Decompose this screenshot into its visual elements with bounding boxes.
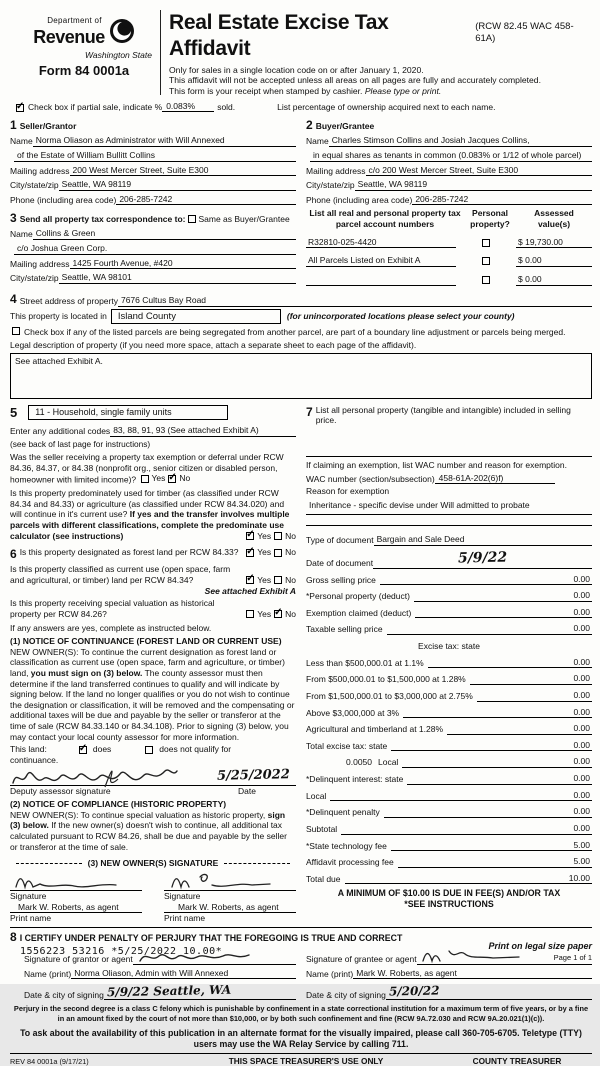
tax-line-label: From $1,500,000.01 to $3,000,000 at 2.75% xyxy=(306,690,473,701)
tax-line-value[interactable]: 0.00 xyxy=(540,690,592,702)
section-6: 6 Is this property designated as forest land per RCW 84.33? ✓ Yes No Is this property classified as current use (open space, farm and agricultural, or timber) land per RCW 84.34? ✓ Yes No See attached Exhibit A Is this property receiving special valuation as historical property per RCW 84.26? Yes ✓ No If any answers are yes, complete as instructed below. (1) NOTICE OF CONTINUANCE (FOREST LAND OR CURRENT USE) NEW OWNER(S): To continue the current designation as forest land or classification as current use (open space, farm and agriculture, or timber) land, you must sign on (3) below. The county assessor must then determine if the land transferred continues to qualify and will indicate by signing below. If the land no longer qualifies or you do not wish to continue the designation or classification, it will be removed and the compensating or additional taxes will be due and payable by the seller or transferor at the time of sale (RCW 84.33.140 or 84.34.108). Prior to signing (3) below, you may contact your local county assessor for more information. This land: ✓ does does not qualify for continuance. 5/25/2022 Deputy assessor signature Date (2) NOTICE OF COMPLIANCE (HISTORIC PROPERTY) NEW OWNER(S): To continue special valuation as historic property, sign (3) below. If the new owner(s) doesn't wish to continue, all additional tax calculated pursuant to RCW 84.26, shall be due and payable by the seller or transferor at the time of sale. (3) NEW OWNER(S) SIGNATURE Signature Mark W. Roberts, as agent Print name Signature Mark W. Roberts, as agent Print name xyxy=(10,547,296,924)
tax-line-label: *Delinquent interest: state xyxy=(306,774,404,785)
tax-line-value[interactable]: 0.00 xyxy=(540,756,592,768)
continuance-label: continuance. xyxy=(10,754,59,765)
s6q1-no-checkbox[interactable] xyxy=(274,549,282,557)
tax-line-value[interactable]: 0.00 xyxy=(540,657,592,669)
corr-csz-label: City/state/zip xyxy=(10,273,59,284)
county-treasurer-label: COUNTY TREASURER xyxy=(472,1055,562,1066)
grantee-name-print-label: Name (print) xyxy=(306,968,354,979)
tax-line-label: Exemption claimed (deduct) xyxy=(306,607,412,618)
partial-sale-label: Check box if partial sale, indicate % xyxy=(28,101,163,112)
assessed-value-field[interactable]: $ 19,730.00 xyxy=(516,237,592,249)
owner1-printed-name: Mark W. Roberts, as agent xyxy=(18,901,119,912)
tax-line-label: Local xyxy=(378,757,399,768)
tax-row xyxy=(306,590,592,602)
tax-row xyxy=(306,773,592,785)
partial-sale-suffix: sold. xyxy=(217,101,236,112)
tax-row xyxy=(306,740,592,752)
does-not-label: does not qualify for xyxy=(159,744,232,755)
corr-mailing-field[interactable]: 1425 Fourth Avenue, #420 xyxy=(70,258,296,270)
see-exhibit-note: See attached Exhibit A xyxy=(204,585,296,596)
seller-mailing-field[interactable]: 200 West Mercer Street, Suite E300 xyxy=(70,165,296,177)
leader-line xyxy=(391,750,540,751)
s5q2-no-checkbox[interactable] xyxy=(274,532,282,540)
buyer-name2-field[interactable]: in equal shares as tenants in common (0.083% or 1/12 of whole parcel) xyxy=(310,150,592,162)
tax-row xyxy=(306,574,592,586)
parcel-number-field[interactable]: All Parcels Listed on Exhibit A xyxy=(306,255,456,267)
section-1-seller xyxy=(10,116,296,205)
land-does-checkbox[interactable] xyxy=(79,746,87,754)
owner2-signature xyxy=(166,871,276,893)
leader-line xyxy=(402,767,540,768)
section-1-title: Seller/Grantor xyxy=(19,121,77,132)
rev-form-number: REV 84 0001a (9/17/21) xyxy=(10,1056,89,1066)
minimum-due-note: A MINIMUM OF $10.00 IS DUE IN FEE(S) AND/OR TAX xyxy=(337,888,561,899)
partial-sale-checkbox[interactable] xyxy=(16,104,24,112)
corr-name-label: Name xyxy=(10,229,33,240)
personal-property-checkbox[interactable] xyxy=(482,239,490,247)
page-number: Page 1 of 1 xyxy=(553,952,592,962)
tax-row xyxy=(306,723,592,735)
s5q2-yes-checkbox[interactable] xyxy=(246,532,254,540)
doc-divider xyxy=(306,525,592,526)
tax-line-label: Subtotal xyxy=(306,823,338,834)
buyer-name-label: Name xyxy=(306,136,329,147)
county-note: (for unincorporated locations please select your county) xyxy=(286,311,515,322)
wac-number-field[interactable]: 458-61A-202(6)f) xyxy=(435,473,555,485)
tax-line-label: Above $3,000,000 at 3% xyxy=(306,707,400,718)
s6q1-yes-checkbox[interactable] xyxy=(246,549,254,557)
personal-property-checkbox[interactable] xyxy=(482,257,490,265)
section-7 xyxy=(306,405,592,426)
notice-compliance-body: NEW OWNER(S): To continue special valuation as historic property, sign (3) below. If the new owner(s) doesn't wish to continue, all additional tax calculated pursuant to RCW 84.26, shall be due and payable by the seller or transferor at the time of sale. xyxy=(10,809,287,852)
legal-description-label: Legal description of property (if you need more space, attach a separate sheet to each page of the affidavit). xyxy=(10,340,417,351)
section-8-number: 8 xyxy=(10,929,17,944)
seller-name2-field[interactable]: of the Estate of William Bullitt Collins xyxy=(14,150,296,162)
leader-line xyxy=(470,684,540,685)
partial-sale-percent-field[interactable]: 0.083% xyxy=(162,101,214,113)
section-2-buyer xyxy=(306,116,592,205)
additional-codes-field[interactable]: 83, 88, 91, 93 (See attached Exhibit A) xyxy=(110,425,296,437)
owner2-printed-name: Mark W. Roberts, as agent xyxy=(178,901,279,912)
new-owners-signature-title: (3) NEW OWNER(S) SIGNATURE xyxy=(87,858,219,869)
tax-row xyxy=(306,856,592,868)
doc-type-label: Type of document xyxy=(306,535,374,546)
deputy-signature-line[interactable] xyxy=(10,766,296,786)
tax-line-value[interactable]: 0.00 xyxy=(540,806,592,818)
buyer-mailing-label: Mailing address xyxy=(306,165,366,176)
same-as-buyer-label: Same as Buyer/Grantee xyxy=(198,213,290,224)
deputy-assessor-signature xyxy=(10,763,180,789)
grantor-date-city-label: Date & city of signing xyxy=(24,989,104,1000)
does-label: does xyxy=(92,744,112,755)
leader-line xyxy=(380,584,540,585)
doc-date-label: Date of document xyxy=(306,557,374,568)
leader-line xyxy=(415,617,540,618)
doc-type-field[interactable]: Bargain and Sale Deed xyxy=(374,534,592,546)
tax-row xyxy=(306,607,592,619)
segregated-checkbox[interactable] xyxy=(12,327,20,335)
grantee-sig-label: Signature of grantee or agent xyxy=(306,954,417,965)
tax-row xyxy=(306,673,592,685)
leader-line xyxy=(407,784,540,785)
section-3-number: 3 xyxy=(10,211,17,226)
s5q1-no-checkbox[interactable] xyxy=(168,475,176,483)
treasurer-stamp: 1556223 53216 *5/25/2022 10.00* xyxy=(20,945,223,957)
parcel-row xyxy=(306,237,592,249)
parcel-table xyxy=(306,205,592,285)
leader-line xyxy=(403,717,540,718)
located-in-label: This property is located in xyxy=(10,311,107,322)
buyer-phone-field[interactable]: 206-285-7242 xyxy=(412,194,592,206)
perjury-statement: Perjury in the second degree is a class C felony which is punishable by confinement in a state correctional institution for a maximum term of five years, or by a fine in an amount fixed by the court of not more than $10,000, or by both such confinement and fine (RCW 9A.72.030 and RCW 9A.20.021(1)(c)). xyxy=(13,1004,589,1023)
additional-codes-label: Enter any additional codes xyxy=(10,425,111,436)
tax-line-value[interactable]: 0.00 xyxy=(540,623,592,635)
s5q1-yes-checkbox[interactable] xyxy=(141,475,149,483)
assessed-value-field[interactable]: $ 0.00 xyxy=(516,255,592,267)
revenue-label: Revenue xyxy=(33,27,105,47)
tax-line-label: Agricultural and timberland at 1.28% xyxy=(306,724,444,735)
section8-top-rule xyxy=(10,927,592,928)
tax-line-label: *Personal property (deduct) xyxy=(306,591,410,602)
legal-description-box[interactable]: See attached Exhibit A. xyxy=(10,353,592,399)
tax-row xyxy=(306,840,592,852)
seller-phone-field[interactable]: 206-285-7242 xyxy=(116,194,296,206)
parcel-number-field[interactable]: R32810-025-4420 xyxy=(306,237,456,249)
tax-line-label: Local xyxy=(306,790,327,801)
grantor-name-print[interactable]: Norma Oliason, Admin with Will Annexed xyxy=(71,968,296,980)
section-3-correspondence xyxy=(10,205,296,285)
forest-land-question: Is this property designated as forest land per RCW 84.33? xyxy=(19,547,239,558)
seller-phone-label: Phone (including area code) xyxy=(10,194,117,205)
tax-line-value[interactable]: 0.00 xyxy=(540,673,592,685)
s6q2-no-checkbox[interactable] xyxy=(274,576,282,584)
dept-of-label: Department of xyxy=(47,16,102,25)
buyer-name-field[interactable]: Charles Stimson Collins and Josiah Jacques Collins, xyxy=(329,135,592,147)
tax-row xyxy=(306,873,592,885)
grantor-date-city-field[interactable] xyxy=(104,984,296,1000)
wac-number-label: WAC number (section/subsection) xyxy=(306,473,435,484)
tax-line-value[interactable]: 0.00 xyxy=(540,773,592,785)
tax-line-label: *State technology fee xyxy=(306,840,387,851)
parcel-number-field[interactable] xyxy=(306,285,456,286)
title-rcw-ref: (RCW 82.45 WAC 458-61A) xyxy=(475,21,574,44)
assessed-value-field[interactable]: $ 0.00 xyxy=(516,274,592,286)
land-does-not-checkbox[interactable] xyxy=(145,746,153,754)
personal-property-blank-line[interactable] xyxy=(306,456,592,457)
street-address-label: Street address of property xyxy=(19,295,118,306)
land-use-code-box[interactable]: 11 - Household, single family units xyxy=(28,405,228,420)
personal-property-checkbox[interactable] xyxy=(482,276,490,284)
see-instructions-note: *SEE INSTRUCTIONS xyxy=(404,899,494,910)
seller-name-label: Name xyxy=(10,136,33,147)
page-title: Real Estate Excise Tax Affidavit xyxy=(169,11,389,61)
subtitle-line-2: This affidavit will not be accepted unless all areas on all pages are fully and accurately completed. xyxy=(169,75,541,86)
s6q3-yes-checkbox[interactable] xyxy=(246,610,254,618)
tax-line-value[interactable]: 5.00 xyxy=(540,856,592,868)
grantee-date-handwritten: 5/20/22 xyxy=(388,983,440,999)
s6q3-no-checkbox[interactable] xyxy=(274,610,282,618)
tax-line-value[interactable]: 0.00 xyxy=(540,723,592,735)
street-address-field[interactable]: 7676 Cultus Bay Road xyxy=(118,295,592,307)
tax-line-label: *Delinquent penalty xyxy=(306,807,380,818)
print-legal-note: Print on legal size paper xyxy=(488,941,592,952)
leader-line xyxy=(414,601,540,602)
section-4-number: 4 xyxy=(10,291,17,306)
tax-line-value[interactable]: 0.00 xyxy=(540,607,592,619)
grantee-name-print[interactable]: Mark W. Roberts, as agent xyxy=(353,968,592,980)
codes-note: (see back of last page for instructions) xyxy=(10,438,151,449)
leader-line xyxy=(477,701,540,702)
corr-csz-field[interactable]: Seattle, WA 98101 xyxy=(59,272,296,284)
notice-continuance-body: NEW OWNER(S): To continue the current designation as forest land or classification as current use (open space, farm and agriculture, or timber) land, you must sign on (3) below. The county assessor must then determine if the land transferred continues to qualify and will indicate by signing below. If the land no longer qualifies or you do not wish to continue the designation or classification, it will be removed and the compensating or additional taxes will be due and payable by the seller or transferor at the time of sale (RCW 84.33.140 or 84.34.108). Prior to signing (3) below, you may contact your local county assessor for more information. xyxy=(10,646,295,742)
dash-left xyxy=(16,863,82,864)
dor-logo-icon xyxy=(109,18,135,47)
owner2-signature-line[interactable] xyxy=(164,871,296,891)
parcel-row xyxy=(306,274,592,286)
tax-row xyxy=(306,756,592,768)
tax-line-value[interactable]: 0.00 xyxy=(540,740,592,752)
segregated-label: Check box if any of the listed parcels are being segregated from another parcel, are part of a boundary line adjustment or parcels being merged. xyxy=(24,327,566,338)
grantee-date-city-field[interactable] xyxy=(386,984,592,1000)
tax-line-label: Less than $500,000.01 at 1.1% xyxy=(306,657,424,668)
seller-mailing-label: Mailing address xyxy=(10,165,70,176)
s6q2-yes-checkbox[interactable] xyxy=(246,576,254,584)
tax-row xyxy=(306,657,592,669)
tax-row xyxy=(306,623,592,635)
exemption-deferral-question: Was the seller receiving a property tax exemption or deferral under RCW 84.36, 84.37, or 84.38 (nonprofit org., senior citizen or disabled person, homeowner with limited income)? Yes ✓ No xyxy=(10,452,296,485)
this-land-label: This land: xyxy=(10,744,47,755)
tax-line-value[interactable]: 0.00 xyxy=(540,574,592,586)
historical-question: Is this property receiving special valuation as historical property per RCW 84.26? xyxy=(10,598,215,619)
buyer-mailing-field[interactable]: c/o 200 West Mercer Street, Suite E300 xyxy=(366,165,592,177)
tax-line-value[interactable]: 0.00 xyxy=(540,707,592,719)
dash-right xyxy=(224,863,290,864)
parcel-col2-header: Personal property? xyxy=(470,208,510,230)
parcel-col1-header: List all real and personal property tax parcel account numbers xyxy=(309,208,461,230)
tax-line-label: Affidavit processing fee xyxy=(306,857,394,868)
section-5-number: 5 xyxy=(10,404,18,420)
tax-row xyxy=(306,707,592,719)
buyer-csz-label: City/state/zip xyxy=(306,180,355,191)
header-divider xyxy=(160,10,161,95)
reason-blank-line[interactable] xyxy=(306,514,592,515)
leader-line xyxy=(384,817,540,818)
corr-name-field[interactable]: Collins & Green xyxy=(33,228,296,240)
owner1-print-caption: Print name xyxy=(10,913,52,924)
grantor-date-handwritten: 5/9/22 Seattle, WA xyxy=(106,983,232,1000)
tax-row xyxy=(306,790,592,802)
section-5 xyxy=(10,405,296,542)
tax-line-value[interactable]: 5.00 xyxy=(540,840,592,852)
deputy-sig-caption: Deputy assessor signature xyxy=(10,785,111,796)
section-2-number: 2 xyxy=(306,118,313,133)
tax-row xyxy=(306,806,592,818)
section-3-title: Send all property tax correspondence to: xyxy=(19,213,186,224)
buyer-phone-label: Phone (including area code) xyxy=(306,194,413,205)
form-number: Form 84 0001a xyxy=(38,63,130,79)
current-use-question: Is this property classified as current use (open space, farm and agricultural, or timber) land per RCW 84.34? xyxy=(10,564,231,585)
leader-line xyxy=(447,734,540,735)
seller-csz-label: City/state/zip xyxy=(10,180,59,191)
parcel-col3-header: Assessed value(s) xyxy=(534,208,574,230)
notice-compliance-title: (2) NOTICE OF COMPLIANCE (HISTORIC PROPERTY) xyxy=(10,799,227,810)
answers-instruction: If any answers are yes, complete as instructed below. xyxy=(10,623,212,634)
tax-line-label: Total due xyxy=(306,873,341,884)
ownership-note: List percentage of ownership acquired next to each name. xyxy=(277,101,496,112)
leader-line xyxy=(398,867,540,868)
owner1-signature xyxy=(12,871,122,893)
leader-line xyxy=(341,834,540,835)
timber-agriculture-question: Is this property predominately used for timber (as classified under RCW 84.34 and 84.33) or agriculture (as classified under RCW 84.34.020) and will continue in it's current use? If yes and the transfer involves multiple parcels with different classifications, complete the predominate use calculator (see instructions) ✓ Yes No xyxy=(10,488,296,541)
owner1-sig-caption: Signature xyxy=(10,890,47,901)
corr-name2-field[interactable]: c/o Joshua Green Corp. xyxy=(14,243,296,255)
doc-date-handwritten: 5/9/22 xyxy=(457,549,508,567)
tax-line-label: Gross selling price xyxy=(306,574,376,585)
owner2-print-caption: Print name xyxy=(164,913,206,924)
seller-csz-field[interactable]: Seattle, WA 98119 xyxy=(59,179,296,191)
buyer-csz-field[interactable]: Seattle, WA 98119 xyxy=(355,179,592,191)
agency-block xyxy=(10,8,158,97)
treasurer-use-label: THIS SPACE TREASURER'S USE ONLY xyxy=(228,1055,384,1066)
same-as-buyer-checkbox[interactable] xyxy=(188,215,196,223)
subtitle-line-3: This form is your receipt when stamped by cashier. Please type or print. xyxy=(169,85,442,96)
tax-line-value[interactable]: 0.00 xyxy=(540,790,592,802)
reason-exemption-label: Reason for exemption xyxy=(306,486,390,497)
local-rate-value: 0.0050 xyxy=(346,757,372,768)
tax-row xyxy=(306,823,592,835)
tax-line-value[interactable]: 0.00 xyxy=(540,590,592,602)
leader-line xyxy=(387,634,540,635)
grantor-sig-label: Signature of grantor or agent xyxy=(24,954,133,965)
tax-line-label: Total excise tax: state xyxy=(306,740,388,751)
leader-line xyxy=(345,883,541,884)
section-7-title: List all personal property (tangible and intangible) included in selling price. xyxy=(315,404,571,426)
subtitle-line-1: Only for sales in a single location code on or after January 1, 2020. xyxy=(169,64,424,75)
exemption-note: If claiming an exemption, list WAC number and reason for exemption. xyxy=(306,459,567,470)
section-7-number: 7 xyxy=(306,404,313,419)
certify-statement: I CERTIFY UNDER PENALTY OF PERJURY THAT THE FOREGOING IS TRUE AND CORRECT xyxy=(19,932,403,943)
owner1-signature-line[interactable] xyxy=(10,871,142,891)
leader-line xyxy=(330,800,540,801)
deputy-date-handwritten: 5/25/2022 xyxy=(217,767,291,785)
grantor-name-print-label: Name (print) xyxy=(24,968,72,979)
parcel-row xyxy=(306,255,592,267)
tax-line-label: From $500,000.01 to $1,500,000 at 1.28% xyxy=(306,674,466,685)
tax-line-value[interactable]: 10.00 xyxy=(540,873,592,885)
section-4-property xyxy=(10,292,592,399)
tax-section-label: Excise tax: state xyxy=(418,641,480,652)
section-1-number: 1 xyxy=(10,118,17,133)
doc-date-field[interactable] xyxy=(373,550,592,569)
grantee-date-city-label: Date & city of signing xyxy=(306,989,386,1000)
notice-continuance-title: (1) NOTICE OF CONTINUANCE (FOREST LAND OR CURRENT USE) xyxy=(10,636,282,646)
section-6-number: 6 xyxy=(10,547,17,562)
seller-name-field[interactable]: Norma Oliason as Administrator with Will Annexed xyxy=(33,135,296,147)
form-header xyxy=(10,8,592,97)
tax-section-header xyxy=(306,641,592,652)
deputy-date-caption: Date xyxy=(238,785,256,796)
tax-line-label: Taxable selling price xyxy=(306,624,383,635)
accessibility-note: To ask about the availability of this publication in an alternate format for the visually impaired, please call 360-705-6705. Teletype (TTY) users may use the WA Relay Service by calling 711. xyxy=(20,1027,582,1049)
corr-mailing-label: Mailing address xyxy=(10,258,70,269)
section-8 xyxy=(10,930,592,1001)
tax-row xyxy=(306,690,592,702)
county-select[interactable]: Island County xyxy=(111,309,281,325)
tax-line-value[interactable]: 0.00 xyxy=(540,823,592,835)
tax-computation-table xyxy=(306,574,592,885)
leader-line xyxy=(428,667,540,668)
reason-exemption-value[interactable]: Inheritance - specific devise under Will admitted to probate xyxy=(309,499,530,510)
washington-state-label: Washington State xyxy=(85,49,152,60)
owner2-sig-caption: Signature xyxy=(164,890,201,901)
section-2-title: Buyer/Grantee xyxy=(315,121,375,132)
leader-line xyxy=(391,850,540,851)
